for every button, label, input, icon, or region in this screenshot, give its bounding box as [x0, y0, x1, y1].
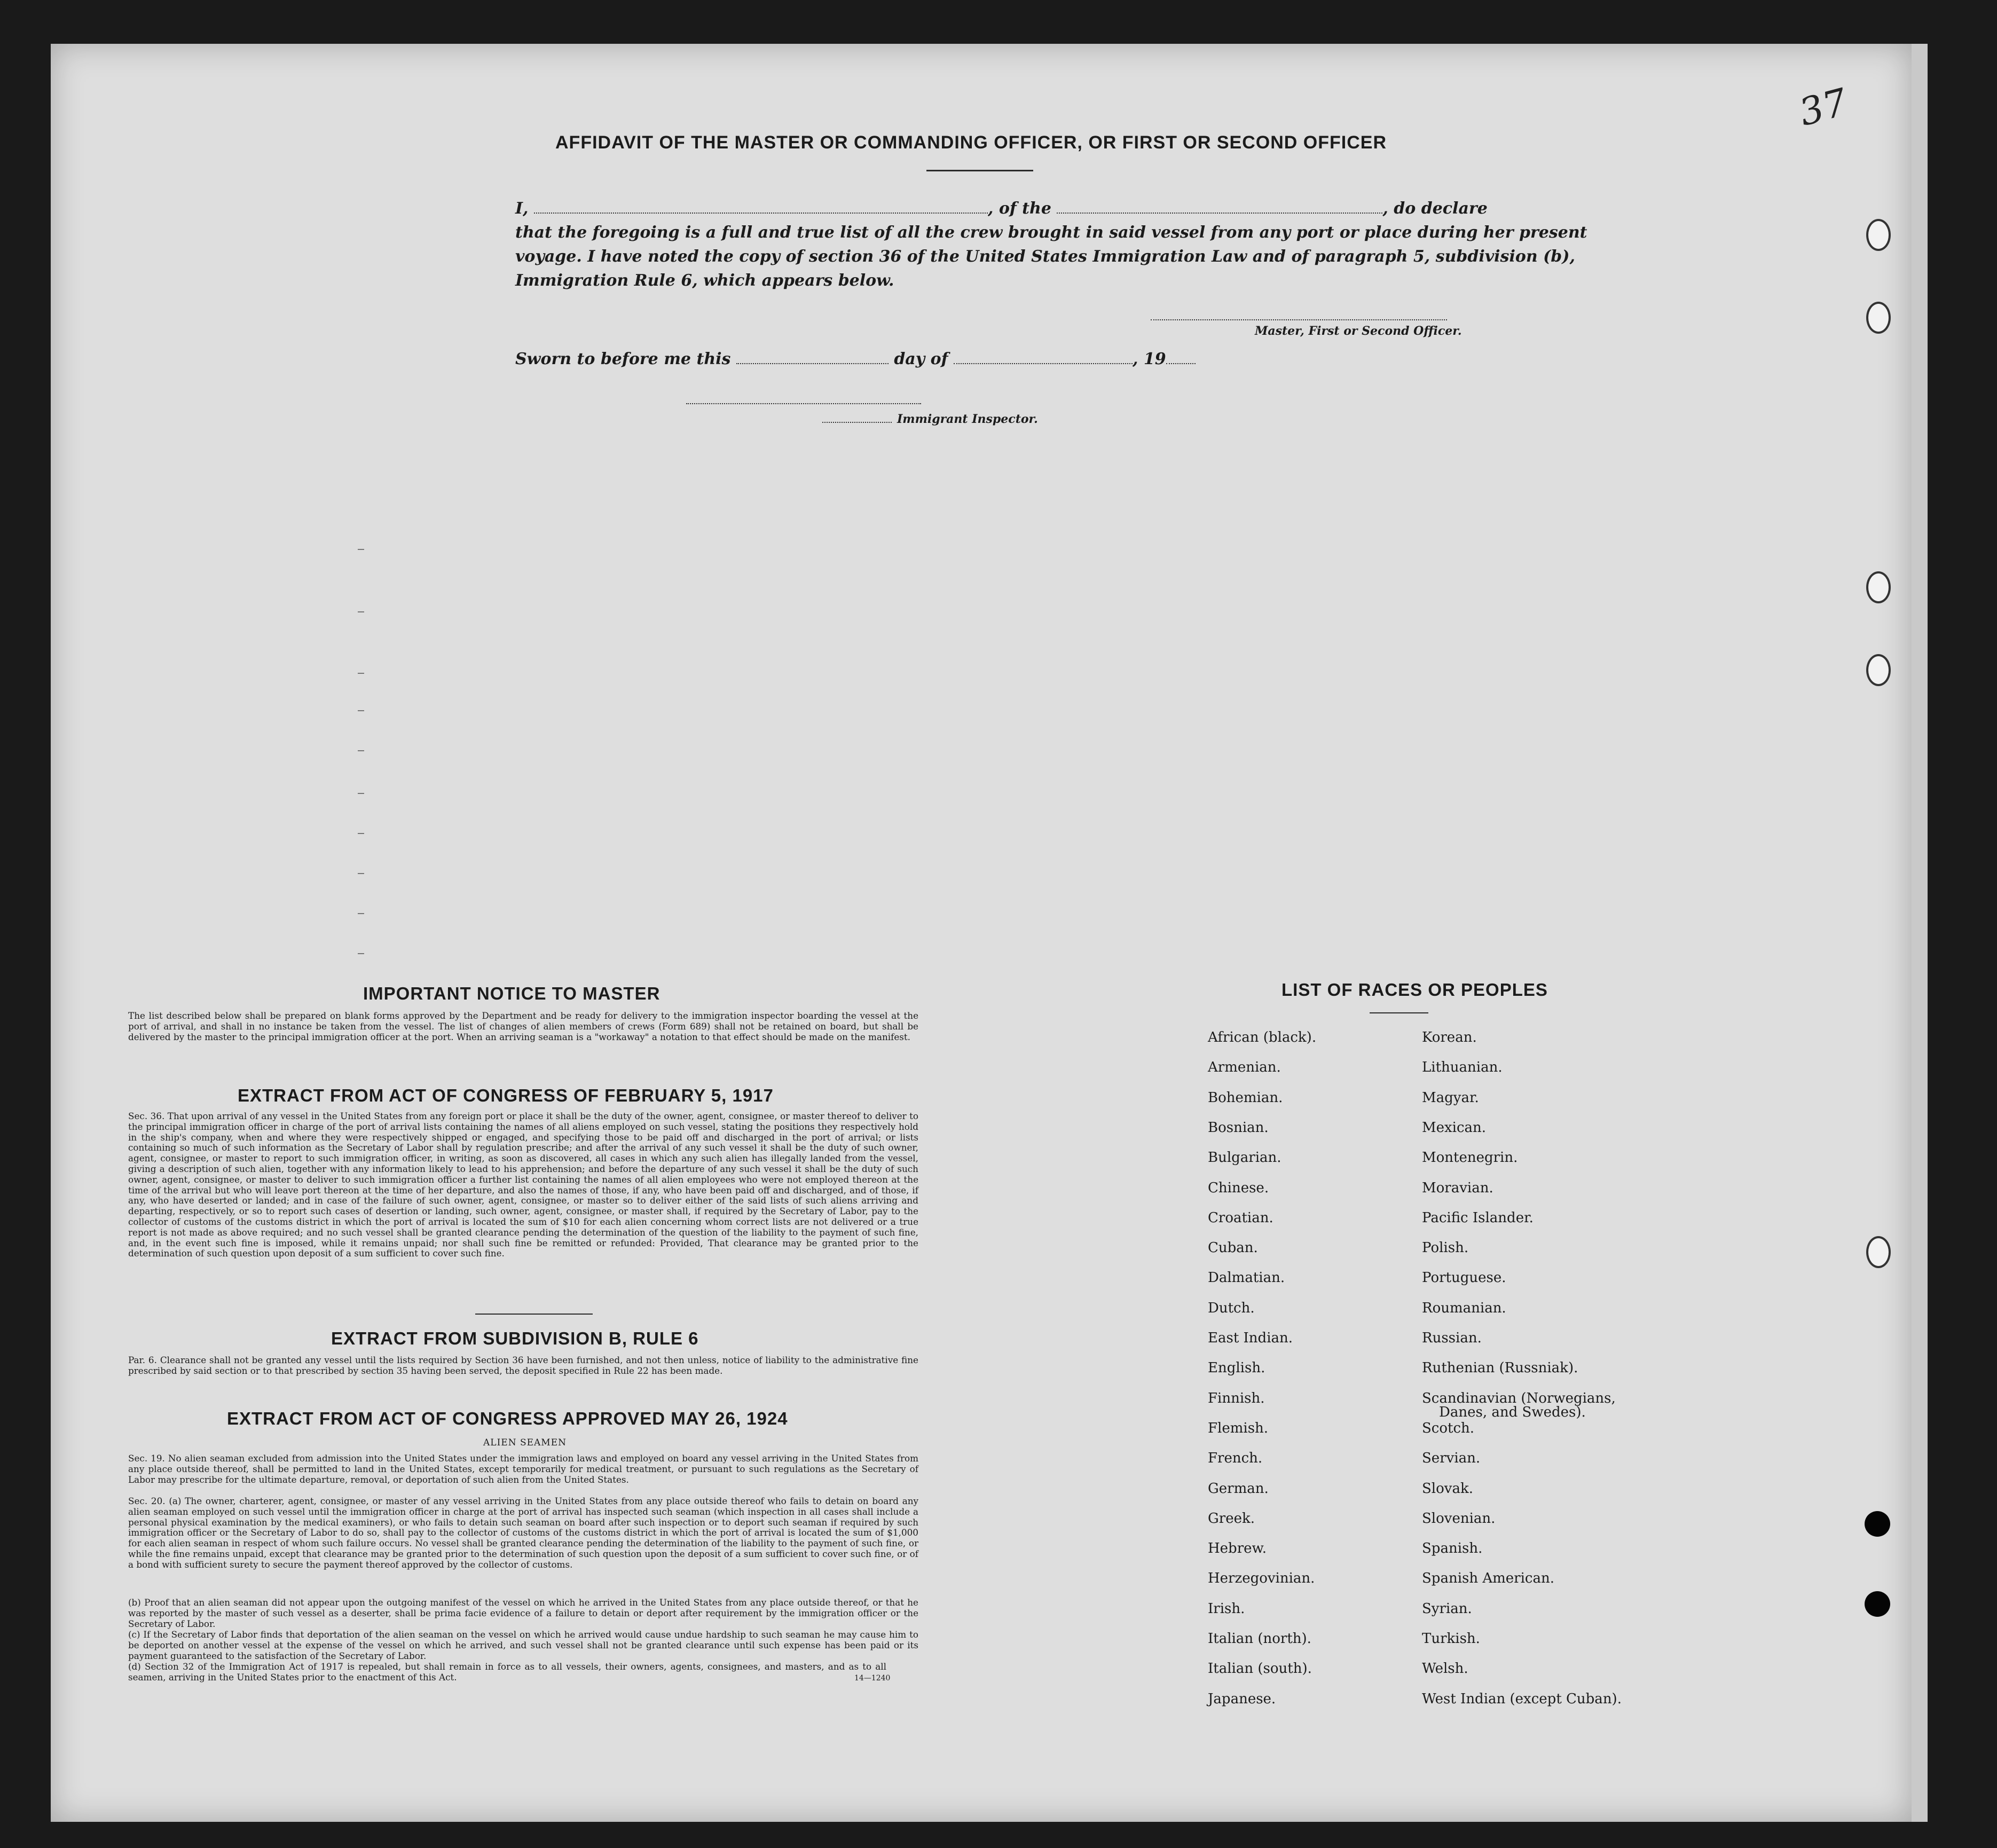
race-item: Servian.	[1422, 1450, 1481, 1467]
race-item: Irish.	[1208, 1600, 1245, 1617]
master-signature-line[interactable]	[1151, 319, 1447, 320]
year-prefix: , 19	[1133, 350, 1166, 368]
race-item: Hebrew.	[1208, 1540, 1267, 1557]
declaration-of-the: , of the	[987, 199, 1051, 218]
extract-1917-title: EXTRACT FROM ACT OF CONGRESS OF FEBRUARY 5, 1917	[238, 1086, 774, 1105]
race-item: Turkish.	[1422, 1631, 1480, 1647]
margin-tick	[358, 549, 364, 550]
binding-dot	[1865, 1511, 1890, 1537]
race-item: Dutch.	[1208, 1300, 1255, 1316]
month-blank[interactable]	[954, 363, 1133, 364]
margin-tick	[358, 873, 364, 874]
day-blank[interactable]	[736, 363, 889, 364]
margin-tick	[358, 793, 364, 794]
extract-1917-body: Sec. 36. That upon arrival of any vessel in the United States from any foreign port or place it shall be the duty of the owner, agent, consignee, or master thereof to deliver to the principal immigration officer in charge of the port of arrival lists containing the names of all aliens employed on such vessel, stating the positions they respectively hold in the ship's company, when and where they were respectively shipped or engaged, and specifying those to be paid off and discharged in the port of arrival; or lists containing so much of such information as the Secretary of Labor shall by regulation prescribe; and after the arrival of any such vessel it shall be the duty of such owner, agent, consignee, or master to report to such immigration officer, in writing, as soon as discovered, all cases in which any such alien has illegally landed from the vessel, giving a description of such alien, together with any information likely to lead to his apprehension; and before the departure of any such vessel it shall be the duty of such owner, agent, consignee, or master to deliver to such immigration officer a further list containing the names of all alien employees who were not employed thereon at the time of the arrival but who will leave port thereon at the time of her departure, and also the names of those, if any, who have been paid off and discharged, and of those, if any, who have deserted or landed; and in case of the failure of such owner, agent, consignee, or master so to deliver either of the said lists of such aliens arriving and departing, respectively, or so to report such cases of desertion or landing, such owner, agent, consignee, or master shall, if required by the Secretary of Labor, pay to the collector of customs of the customs district in which the port of arrival is located the sum of $10 for each alien concerning whom correct lists are not delivered or a true report is not made as above required; and no such vessel shall be granted clearance pending the determination of the question of the liability to the payment of such fine, and, in the event such fine is imposed, while it remains unpaid; nor shall such fine be remitted or refunded: Provided, That clearance may be granted prior to the determination of such question upon deposit of a sum sufficient to cover such fine.	[128, 1111, 918, 1259]
margin-tick	[358, 673, 364, 674]
notice-body: The list described below shall be prepared on blank forms approved by the Department and be ready for delivery to the immigration inspector boarding the vessel at the port of arrival, and shall in no instance be taken from the vessel. The list of changes of alien members of crews (Form 689) shall not be retained on board, but shall be delivered by the master to the principal immigration officer at the port. When an arriving seaman is a "workaway" a notation to that effect should be made on the manifest.	[128, 1010, 918, 1042]
race-item: Dalmatian.	[1208, 1270, 1285, 1286]
race-item: Italian (north).	[1208, 1631, 1311, 1647]
race-item: Armenian.	[1208, 1059, 1281, 1076]
race-item: English.	[1208, 1360, 1265, 1377]
alien-seamen-subtitle: ALIEN SEAMEN	[483, 1437, 567, 1448]
race-item: Magyar.	[1422, 1089, 1479, 1106]
year-blank[interactable]	[1166, 363, 1196, 364]
affidavit-title: AFFIDAVIT OF THE MASTER OR COMMANDING OFFICER, OR FIRST OR SECOND OFFICER	[555, 132, 1387, 153]
race-item: Montenegrin.	[1422, 1150, 1518, 1166]
sec-20c-text: (c) If the Secretary of Labor finds that deportation of the alien seaman on the vessel on which he arrived would cause undue hardship to such seaman he may cause him to be deported on another vessel at the expense of the vessel on which he arrived, and such vessel shall not be granted clearance until such expense has been paid or its payment guaranteed to the satisfaction of the Secretary of Labor.	[128, 1629, 918, 1661]
declaration-line-1	[515, 199, 1488, 218]
race-item: Finnish.	[1208, 1390, 1265, 1406]
race-item: Polish.	[1422, 1240, 1469, 1256]
race-item: Russian.	[1422, 1330, 1482, 1346]
punch-hole	[1866, 654, 1891, 686]
race-item: Croatian.	[1208, 1209, 1273, 1226]
margin-tick	[358, 953, 364, 954]
race-item: Portuguese.	[1422, 1270, 1506, 1286]
margin-tick	[358, 913, 364, 914]
race-item-extra: Danes, and Swedes).	[1439, 1404, 1586, 1420]
race-item: Roumanian.	[1422, 1300, 1506, 1316]
race-item: Pacific Islander.	[1422, 1209, 1534, 1226]
margin-tick	[358, 833, 364, 834]
race-item: Bohemian.	[1208, 1089, 1283, 1106]
race-item: Herzegovinian.	[1208, 1570, 1315, 1587]
race-item: Moravian.	[1422, 1179, 1493, 1196]
race-item: West Indian (except Cuban).	[1422, 1690, 1622, 1707]
race-item: French.	[1208, 1450, 1263, 1467]
section-divider	[475, 1314, 593, 1315]
margin-tick	[358, 750, 364, 751]
race-item: Japanese.	[1208, 1690, 1276, 1707]
race-item: Scotch.	[1422, 1420, 1475, 1436]
page-edge	[1912, 44, 1928, 1822]
race-item: Greek.	[1208, 1510, 1255, 1527]
name-blank[interactable]	[534, 213, 988, 214]
declaration-line-2: that the foregoing is a full and true list of all the crew brought in said vessel from any port or place during her present	[515, 223, 1587, 242]
form-number: 14—1240	[854, 1674, 891, 1682]
punch-hole	[1866, 571, 1891, 603]
sec-20a-text: Sec. 20. (a) The owner, charterer, agent, consignee, or master of any vessel arriving in the United States from any place outside thereof who fails to detain on board any alien seaman employed on such vessel until the immigration officer in charge at the port of arrival has inspected such seaman (which inspection in all cases shall include a personal physical examination by the medical examiners), or who fails to detain such seaman on board after such inspection or to deport such seaman if required by such immigration officer or the Secretary of Labor to do so, shall pay to the collector of customs of the customs district in which the port of arrival is located the sum of $1,000 for each alien seaman in respect of whom such failure occurs. No vessel shall be granted clearance pending the determination of the liability to the payment of such fine, or while the fine remains unpaid, except that clearance may be granted prior to the determination of such question upon the deposit of a sum sufficient to cover such fine, or of a bond with sufficient surety to secure the payment thereof approved by the collector of customs.	[128, 1496, 918, 1570]
race-item: Bosnian.	[1208, 1119, 1269, 1136]
day-of-label: day of	[894, 350, 948, 368]
punch-hole	[1866, 219, 1891, 251]
inspector-signature-line[interactable]	[686, 403, 921, 404]
race-item: Cuban.	[1208, 1240, 1258, 1256]
sec-20b-text: (b) Proof that an alien seaman did not appear upon the outgoing manifest of the vessel on which he arrived in the United States from any place outside thereof, or that he was reported by the master of such vessel as a deserter, shall be prima facie evidence of a failure to detain or deport after requirement by the immigration officer or the Secretary of Labor.	[128, 1597, 918, 1629]
race-item: Welsh.	[1422, 1661, 1468, 1677]
notice-title: IMPORTANT NOTICE TO MASTER	[363, 984, 661, 1003]
vessel-blank[interactable]	[1057, 213, 1382, 214]
race-item: Italian (south).	[1208, 1661, 1312, 1677]
race-item: Syrian.	[1422, 1600, 1472, 1617]
race-item: East Indian.	[1208, 1330, 1293, 1346]
race-item: Mexican.	[1422, 1119, 1487, 1136]
race-item: Korean.	[1422, 1029, 1477, 1045]
master-signature-label: Master, First or Second Officer.	[1255, 324, 1462, 338]
races-divider	[1370, 1012, 1428, 1013]
race-item: Lithuanian.	[1422, 1059, 1503, 1076]
extract-rule6-title: EXTRACT FROM SUBDIVISION B, RULE 6	[331, 1328, 699, 1348]
inspector-label: Immigrant Inspector.	[897, 412, 1038, 426]
race-item: Chinese.	[1208, 1179, 1269, 1196]
sworn-label: Sworn to before me this	[515, 350, 731, 368]
margin-tick	[358, 710, 364, 711]
title-divider	[926, 170, 1033, 171]
race-item: Slovenian.	[1422, 1510, 1496, 1527]
race-item: Spanish American.	[1422, 1570, 1555, 1587]
declaration-i: I,	[515, 199, 529, 218]
margin-tick	[358, 611, 364, 612]
declaration-line-4: Immigration Rule 6, which appears below.	[515, 271, 894, 290]
punch-hole	[1866, 1236, 1891, 1268]
declaration-line-3: voyage. I have noted the copy of section 36 of the United States Immigration Law and of paragraph 5, subdivision (b),	[515, 247, 1575, 266]
extract-rule6-body: Par. 6. Clearance shall not be granted any vessel until the lists required by Section 36 have been furnished, and not then unless, notice of liability to the administrative fine prescribed by said section or to that prescribed by section 35 having been served, the deposit specified in Rule 22 has been made.	[128, 1355, 918, 1376]
races-title: LIST OF RACES OR PEOPLES	[1281, 980, 1548, 1000]
punch-hole	[1866, 302, 1891, 334]
sworn-line	[515, 350, 1196, 368]
race-item: African (black).	[1208, 1029, 1317, 1045]
declaration-do-declare: , do declare	[1382, 199, 1488, 218]
race-item: Flemish.	[1208, 1420, 1269, 1436]
handwritten-page-number: 37	[1794, 80, 1852, 135]
race-item: Spanish.	[1422, 1540, 1483, 1557]
sec-20d-text: (d) Section 32 of the Immigration Act of 1917 is repealed, but shall remain in force as to all vessels, their owners, agents, consignees, and masters, and as to all seamen, arriving in the United States prior to the enactment of this Act.	[128, 1661, 886, 1682]
extract-1924-title: EXTRACT FROM ACT OF CONGRESS APPROVED MAY 26, 1924	[227, 1409, 788, 1428]
binding-dot	[1865, 1591, 1890, 1617]
race-item: German.	[1208, 1480, 1269, 1497]
race-item: Ruthenian (Russniak).	[1422, 1360, 1578, 1377]
race-item: Scandinavian (Norwegians,	[1422, 1390, 1616, 1406]
sec-19-text: Sec. 19. No alien seaman excluded from admission into the United States under the immigration laws and employed on board any vessel arriving in the United States from any place outside thereof, shall be permitted to land in the United States, except temporarily for medical treatment, or pursuant to such regulations as the Secretary of Labor may prescribe for the ultimate departure, removal, or deportation of such alien from the United States.	[128, 1453, 918, 1485]
race-item: Slovak.	[1422, 1480, 1473, 1497]
inspector-dots	[822, 422, 892, 423]
race-item: Bulgarian.	[1208, 1150, 1281, 1166]
